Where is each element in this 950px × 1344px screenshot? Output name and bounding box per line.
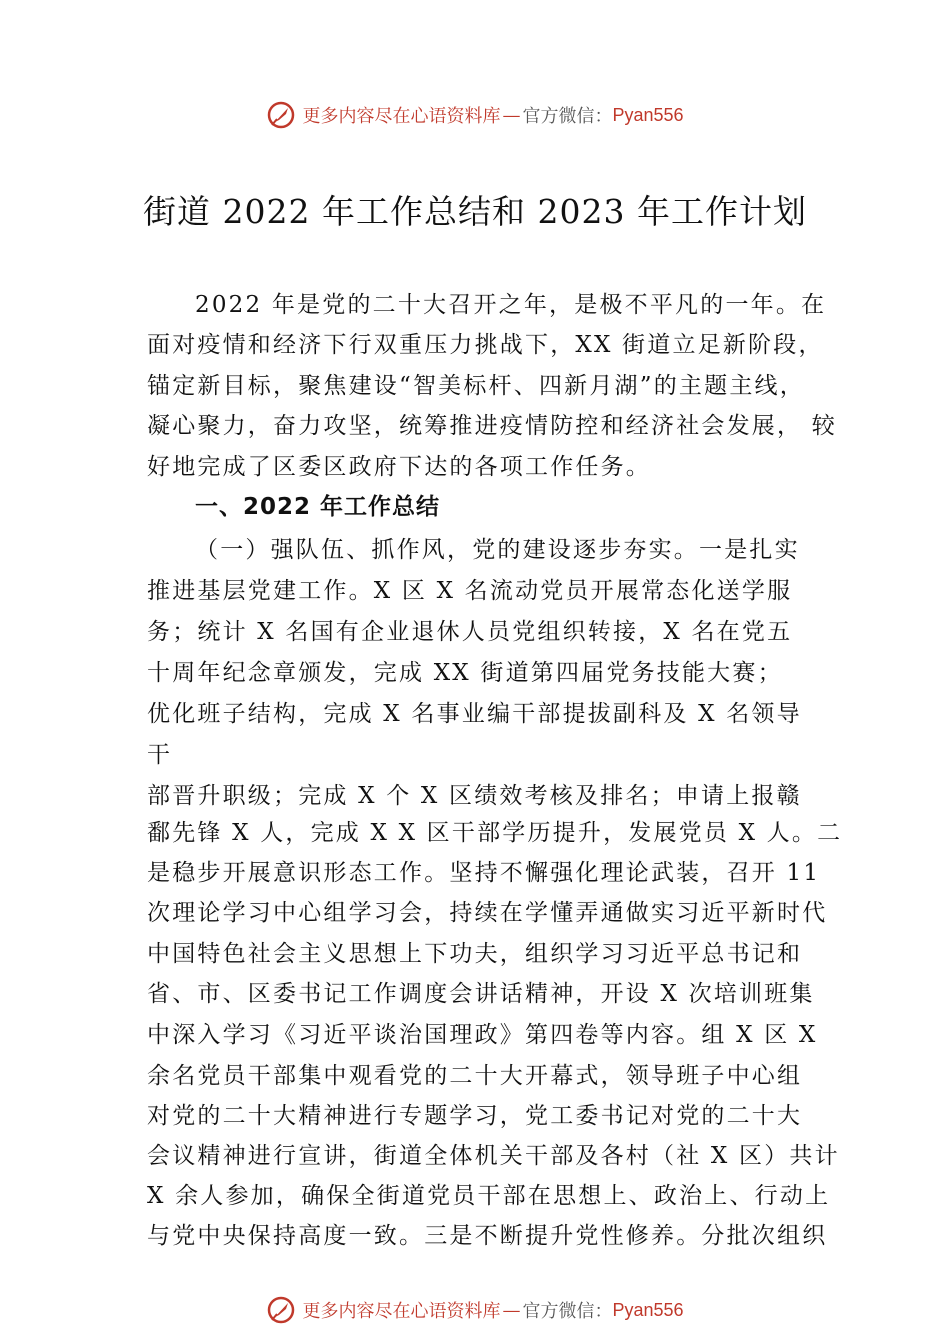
watermark-wechat-id: Pyan556 [612,1299,684,1320]
body-line: 次理论学习中心组学习会，持续在学懂弄通做实习近平新时代 [147,900,828,926]
quill-logo-icon [266,100,296,130]
body-line: 鄱先锋 X 人，完成 X X 区干部学历提升，发展党员 X 人。二 [147,820,843,846]
body-line: 省、市、区委书记工作调度会讲话精神，开设 X 次培训班集 [147,981,815,1007]
watermark-official-label: 官方微信： [522,1301,613,1322]
document-title: 街道 2022 年工作总结和 2023 年工作计划 [143,192,807,231]
watermark-wechat-id: Pyan556 [612,104,684,125]
quill-logo-icon [266,1295,296,1325]
body-line: 会议精神进行宣讲，街道全体机关干部及各村（社 X 区）共计 [147,1143,840,1169]
watermark-brand: 更多内容尽在心语资料库 [302,1301,501,1322]
watermark-footer [0,1290,950,1330]
watermark-brand: 更多内容尽在心语资料库 [302,106,501,127]
body-line: 好地完成了区委区政府下达的各项工作任务。 [147,454,651,480]
body-line: 对党的二十大精神进行专题学习，党工委书记对党的二十大 [147,1103,803,1129]
body-line: X 余人参加，确保全街道党员干部在思想上、政治上、行动上 [147,1183,831,1209]
body-line: 部晋升职级；完成 X 个 X 区绩效考核及排名；申请上报赣 [147,783,802,809]
body-line: 余名党员干部集中观看党的二十大开幕式，领导班子中心组 [147,1063,803,1089]
body-line: 是稳步开展意识形态工作。坚持不懈强化理论武装，召开 11 [147,860,821,886]
body-line: 中国特色社会主义思想上下功夫，组织学习习近平总书记和 [147,941,803,967]
body-line: 与党中央保持高度一致。三是不断提升党性修养。分批次组织 [147,1223,828,1249]
watermark-header [0,95,950,135]
watermark-dash: — [502,1299,521,1321]
body-line: 2022 年是党的二十大召开之年，是极不平凡的一年。在 [195,292,827,318]
body-line: 锚定新目标，聚焦建设“智美标杆、四新月湖”的主题主线， [147,373,805,399]
body-line: 推进基层党建工作。X 区 X 名流动党员开展常态化送学服 [147,578,793,604]
watermark-official-label: 官方微信： [522,106,613,127]
body-line: 务；统计 X 名国有企业退休人员党组织转接，X 名在党五 [147,619,793,645]
section-heading: 一、2022 年工作总结 [195,494,441,520]
body-line: （一）强队伍、抓作风，党的建设逐步夯实。一是扎实 [195,537,800,563]
body-line: 凝心聚力，奋力攻坚，统筹推进疫情防控和经济社会发展， 较 [147,413,837,439]
body-line: 十周年纪念章颁发，完成 XX 街道第四届党务技能大赛； [147,660,783,686]
body-line: 面对疫情和经济下行双重压力挑战下，XX 街道立足新阶段， [147,332,824,358]
body-line: 干 [147,742,173,768]
body-line: 优化班子结构，完成 X 名事业编干部提拔副科及 X 名领导 [147,701,802,727]
watermark-dash: — [502,104,521,126]
body-line: 中深入学习《习近平谈治国理政》第四卷等内容。组 X 区 X [147,1022,818,1048]
